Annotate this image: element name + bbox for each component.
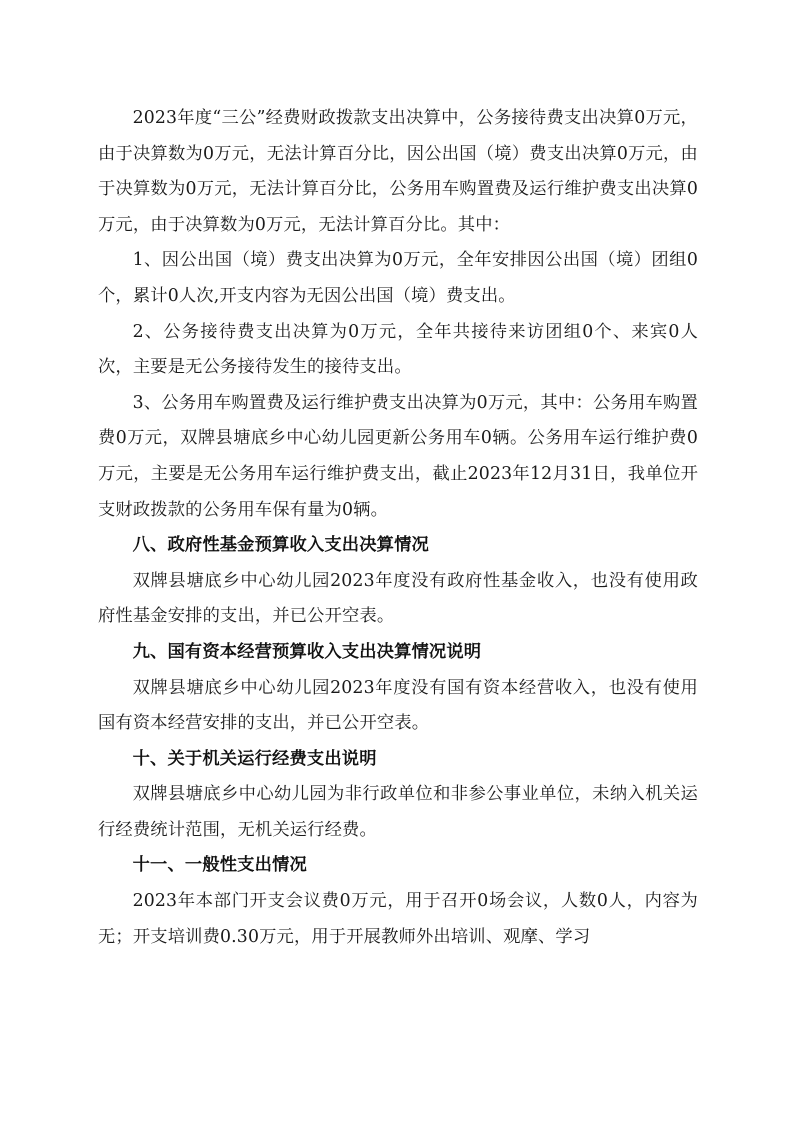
paragraph-three-public-expenses: 2023年度“三公”经费财政拨款支出决算中，公务接待费支出决算0万元，由于决算数为0万元，无法计算百分比，因公出国（境）费支出决算0万元，由于决算数为0万元，无法计算百分比，公务用车购置费及运行维护费支出决算0万元，由于决算数为0万元，无法计算百分比。其中： <box>98 108 698 235</box>
paragraph-state-capital-budget: 双牌县塘底乡中心幼儿园2023年度没有国有资本经营收入，也没有使用国有资本经营安排的支出，并已公开空表。 <box>98 677 698 734</box>
paragraph-reception-expenses: 2、公务接待费支出决算为0万元，全年共接待来访团组0个、来宾0人次，主要是无公务接待发生的接待支出。 <box>98 321 698 378</box>
heading-general-expenditure: 十一、一般性支出情况 <box>132 855 307 876</box>
heading-agency-operating-costs: 十、关于机关运行经费支出说明 <box>132 748 377 769</box>
heading-government-fund-budget: 八、政府性基金预算收入支出决算情况 <box>132 535 429 556</box>
paragraph-vehicle-expenses: 3、公务用车购置费及运行维护费支出决算为0万元，其中：公务用车购置费0万元，双牌县塘底乡中心幼儿园更新公务用车0辆。公务用车运行维护费0万元，主要是无公务用车运行维护费支出，截止2023年12月31日，我单位开支财政拨款的公务用车保有量为0辆。 <box>98 392 698 520</box>
paragraph-government-fund-budget: 双牌县塘底乡中心幼儿园2023年度没有政府性基金收入，也没有使用政府性基金安排的支出，并已公开空表。 <box>98 570 698 627</box>
heading-state-capital-budget: 九、国有资本经营预算收入支出决算情况说明 <box>132 641 482 662</box>
document-body <box>98 101 698 955</box>
paragraph-agency-operating-costs: 双牌县塘底乡中心幼儿园为非行政单位和非参公事业单位，未纳入机关运行经费统计范围，无机关运行经费。 <box>98 784 698 840</box>
paragraph-overseas-expenses: 1、因公出国（境）费支出决算为0万元，全年安排因公出国（境）团组0个，累计0人次,开支内容为无因公出国（境）费支出。 <box>98 250 698 306</box>
paragraph-general-expenditure: 2023年本部门开支会议费0万元，用于召开0场会议，人数0人，内容为无；开支培训费0.30万元，用于开展教师外出培训、观摩、学习 <box>98 891 698 947</box>
